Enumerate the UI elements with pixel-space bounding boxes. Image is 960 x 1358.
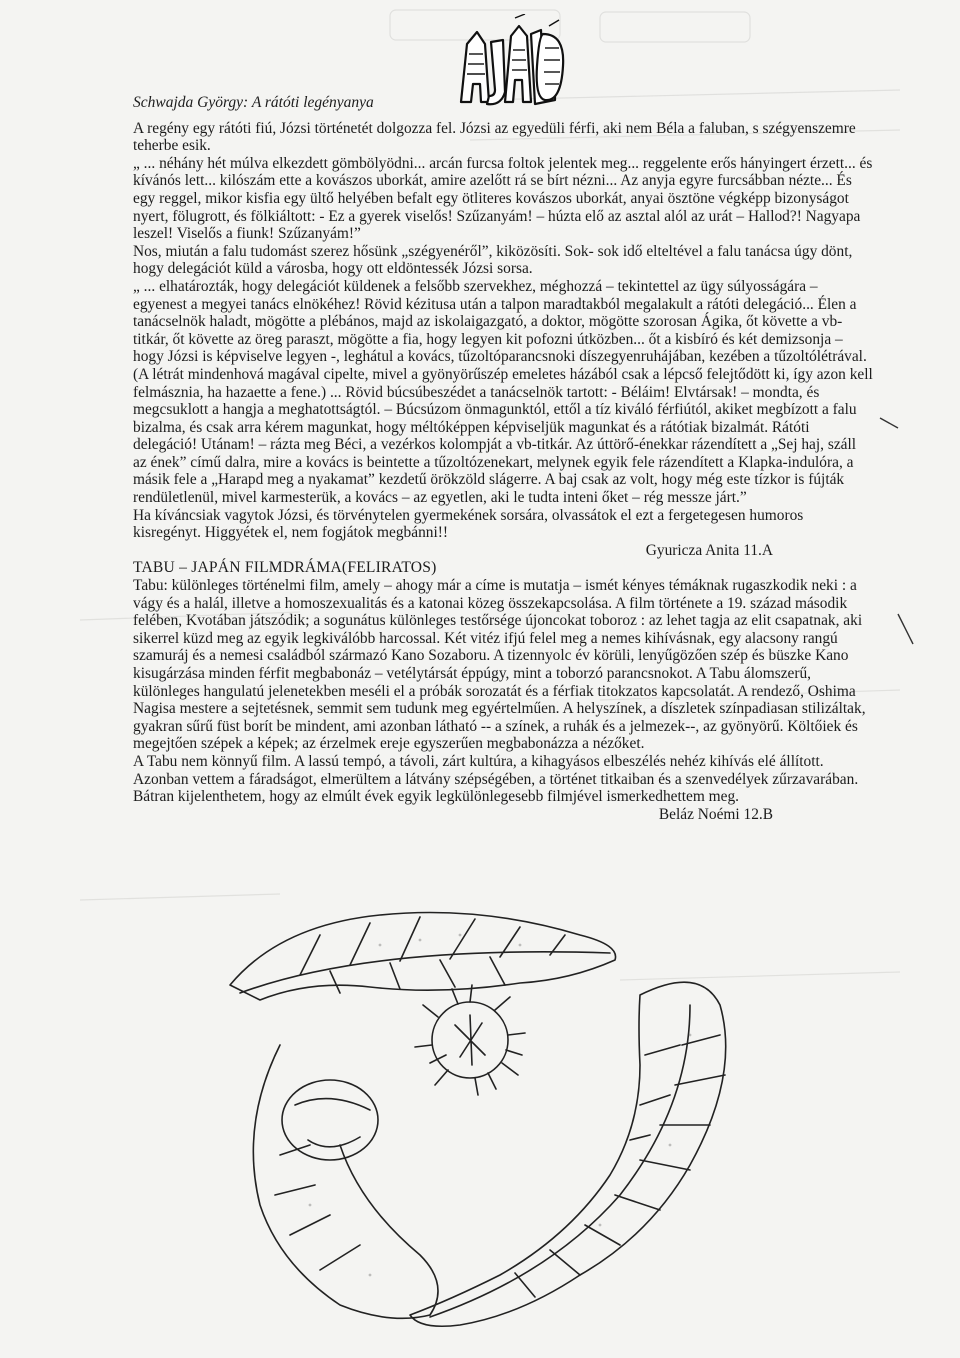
paragraph: Nos, miután a falu tudomást szerez hősünk „szégyenéről”, kiközösíti. Sok- sok idő elteltével a falu tanácsa úgy dönt, hogy delegációt küld a városba, hogy ott eldöntessék Józsi sorsa. <box>133 242 853 278</box>
paragraph: Tabu: különleges történelmi film, amely – ahogy már a címe is mutatja – ismét kényes témáknak rugaszkodik neki : a vágy és a halál, illetve a homoszexualitás és a katonai közeg összekapcsolása. A film története a 19. század második felében, Kvotában játszódik; a sogunátus különleges testőrsége újoncokat toboroz : az lehet tagja az elit csapatnak, aki sikerrel küzd meg az egyik legkiválóbb harcossal. Két vitéz ifjú felel meg a nemes kihívásnak, egy alacsony rangú szamuráj és a nemesi családból származó Kano Sozaboru. A tizennyolc év körüli, lenyűgözően szép és büszke Kano kisugárzása minden férfit megbabonáz – vetélytársát éppúgy, mint a toborzó parancsnokot. A Tabu álomszerű, különleges hangulatú jelenetekben meséli el a próbák sorozatát és a férfiak titokzatos kapcsolatát. A rendező, Oshima Nagisa mestere a sejtetésnek, semmit sem tudunk meg egyértelműen. A helyszínek, a díszletek színpadiasan stilizáltak, gyakran sűrű füst borít be mindent, ami azonban látható -- a színek, a ruhák és a jelmezek--, az gyönyörű. Költőiek és megejtően szépek a képek; az érzelmek ereje egyszerűen megbabonázza a nézőket. <box>133 577 866 753</box>
section-title: TABU – JAPÁN FILMDRÁMA(FELIRATOS) <box>133 559 437 577</box>
leaf-chestnut-illustration <box>220 905 820 1345</box>
margin-pen-mark <box>896 612 916 646</box>
paragraph: A Tabu nem könnyű film. A lassú tempó, a távoli, zárt kultúra, a kihagyásos elbeszélés nehéz kihívás elé állított. Azonban vettem a fáradságot, elmerültem a látvány szépségében, a történet titkaiban és a szenvedélyek zűrzavarában. Bátran kijelenthetem, hogy az elmúlt évek egyik legkülönlegesebb filmjével ismerkedhettem meg. <box>133 752 859 806</box>
article-subtitle: Schwajda György: A rátóti legényanya <box>133 94 374 111</box>
paragraph: Ha kíváncsiak vagytok Józsi, és törvénytelen gyermekének sorsára, olvassátok el ezt a fergetegesen humoros kisregényt. Higgyétek el, nem fogjátok megbánni!! <box>133 506 804 542</box>
paragraph: A regény egy rátóti fiú, Józsi történetét dolgozza fel. Józsi az egyedüli férfi, aki nem Béla a faluban, s szégyenszemre teherbe esik. <box>133 119 856 155</box>
quote-paragraph: „ ... elhatározták, hogy delegációt küldenek a felsőbb szervekhez, méghozzá – tekintettel az ügy súlyosságára – egyenest a megyei tanács elnökéhez! Rövid kézitusa után a talpon maradtakból megalakult a rátóti delegáció... Élen a tanácselnök haladt, mögötte a plébános, majd az iskolaigazgató, a doktor, mögötte szorosan Ágika, őt követte a vb-titkár, őt követte az öreg paraszt, mögötte a fia, hogy legyen kit pofozni útközben... őt a kisbíró és két demizsonja – hogy Józsi is képviselve legyen -, leghátul a kovács, tűzoltóparancsnoki díszegyenruhájában, kezében a tűzoltólétrával. (A létrát mindenhová magával cipelte, mivel a gyönyörűszép emeletes házából csak a lépcső felejtődött ki, így azon kell felmásznia, ha hazaette a fene.) ... Rövid búcsúbeszédet a tanácselnök tartott: - Béláim! Elvtársak! – mondta, és megcsuklott a hangja a meghatottságtól. – Búcsúzom önmagunktól, ettől a tíz kiváló férfiútól, akiket megbízott a falu bizalma, és csak arra kérem magunkat, hogy méltóképpen képviseljük magunkat és a rátótiak bizalmát. Rátóti delegáció! Utánam! – rázta meg Béci, a vezérkos kolompját a vb-titkár. Az úttörő-énekkar rázendített a „Sej haj, száll az ének” című dalra, mire a kovács is beintette a tűzoltózenekart, melynek egyik fele rázendített a Klapka-indulóra, a másik fele a „Harapd meg a nyakamat” kezdetű örökzöld slágerre. A baj csak az volt, hogy még este tízkor is fújták rendületlenül, mivel karmesterük, a kovács – az egyetlen, aki le tudta inteni őket – rég messze járt.” <box>133 277 873 507</box>
quote-paragraph: „ ... néhány hét múlva elkezdett gömbölyödni... arcán furcsa foltok jelentek meg... reggelente erős hányingert érzett... és kívánós lett... kilószám ette a kovászos uborkát, amire azelőtt rá se bírt nézni... Az anyja egyre furcsábban nézte... És egy reggel, mikor kisfia egy ültő helyében befalt egy ötliteres kovászos uborkát, anyai ösztöne végképp bizonyságot nyert, fölugrott, és fölkiáltott: - Ez a gyerek viselős! Szűzanyám! – húzta elő az asztal alól az urát – Hallod?! Nagyapa leszel! Viselős a fiunk! Szűzanyám!” <box>133 154 873 243</box>
author-signature: Gyuricza Anita 11.A <box>645 541 773 559</box>
author-signature: Beláz Noémi 12.B <box>658 805 773 823</box>
margin-pen-mark <box>878 416 900 430</box>
article-text <box>133 94 873 823</box>
